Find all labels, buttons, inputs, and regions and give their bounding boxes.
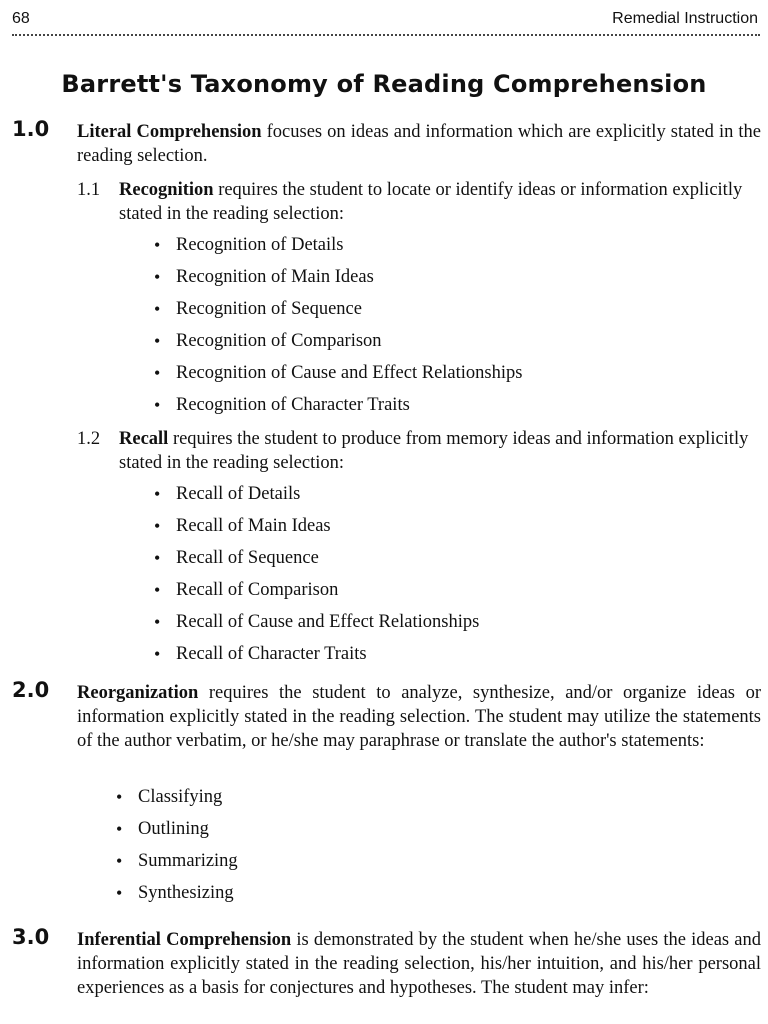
list-item: • Classifying: [116, 785, 238, 817]
list-item: • Recognition of Details: [154, 233, 522, 265]
list-item: • Recall of Sequence: [154, 546, 479, 578]
section-number: 1.0: [12, 117, 50, 141]
list-item: • Synthesizing: [116, 881, 238, 913]
page-number: 68: [12, 10, 30, 27]
section-paragraph: [77, 928, 761, 1000]
bullet-list: [154, 482, 479, 674]
section-number: 2.0: [12, 678, 50, 702]
section-term: Reorganization: [77, 683, 199, 703]
subsection: [77, 178, 761, 226]
section-text: requires the student to analyze, synthesize, and/or organize ideas or information explicitly stated in the reading selection. The student may utilize the statements of the author verbatim, or he/she may paraphrase or translate the author's statements:: [77, 683, 761, 751]
section-text: focuses on ideas and information which are explicitly stated in the reading selection.: [77, 122, 761, 166]
section-term: Literal Comprehension: [77, 122, 262, 142]
section-text: is demonstrated by the student when he/she uses the ideas and information explicitly stated in the reading selection, his/her intuition, and his/her personal experiences as a basis for conjectures and hypotheses. The student may infer:: [77, 930, 761, 998]
subsection-description: requires the student to produce from memory ideas and information explicitly stated in the reading selection:: [119, 429, 749, 473]
subsection-term: Recognition: [119, 180, 214, 200]
subsection-text: [119, 427, 761, 475]
list-item: • Recall of Character Traits: [154, 642, 479, 674]
list-item: • Summarizing: [116, 849, 238, 881]
list-item: • Outlining: [116, 817, 238, 849]
bullet-list: [116, 785, 238, 913]
running-title: Remedial Instruction: [612, 10, 758, 27]
section-paragraph: [77, 120, 761, 168]
subsection-number: 1.1: [77, 180, 101, 200]
subsection-number: 1.2: [77, 429, 101, 449]
subsection-description: requires the student to locate or identify ideas or information explicitly stated in the reading selection:: [119, 180, 743, 224]
section-paragraph: [77, 681, 761, 753]
list-item: • Recall of Cause and Effect Relationships: [154, 610, 479, 642]
list-item: • Recognition of Character Traits: [154, 393, 522, 425]
section-term: Inferential Comprehension: [77, 930, 292, 950]
section-number: 3.0: [12, 925, 50, 949]
list-item: • Recognition of Comparison: [154, 329, 522, 361]
list-item: • Recognition of Main Ideas: [154, 265, 522, 297]
list-item: • Recall of Comparison: [154, 578, 479, 610]
subsection: [77, 427, 761, 475]
subsection-term: Recall: [119, 429, 169, 449]
list-item: • Recall of Details: [154, 482, 479, 514]
bullet-list: [154, 233, 522, 425]
page-title: Barrett's Taxonomy of Reading Comprehension: [61, 70, 707, 98]
list-item: • Recognition of Cause and Effect Relationships: [154, 361, 522, 393]
list-item: • Recognition of Sequence: [154, 297, 522, 329]
list-item: • Recall of Main Ideas: [154, 514, 479, 546]
page-header: [12, 8, 760, 36]
subsection-text: [119, 178, 761, 226]
